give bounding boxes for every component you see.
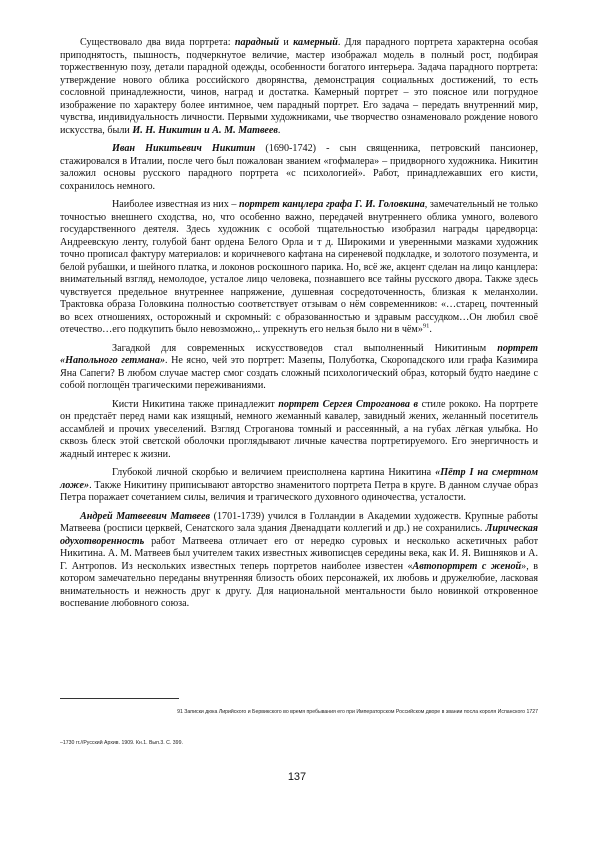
text-run: (1690-1742) - сын священника, петровский пансионер, стажировался в Италии, после чего был пожалован званием «гофмалера» – придворного художника. Никитин заложил основы русского парадного портрета «с психологией». Работ, принадлежавших его кисти, сохранилось немного. [60,143,538,192]
text-run: Кисти Никитина также принадлежит [112,398,279,410]
emphasis-text: И. Н. Никитин и А. М. Матвеев [132,124,278,136]
footnote-ref: 91 [422,322,430,330]
paragraph [60,467,538,505]
emphasis-text: портрет «Напольного гетмана» [60,342,538,366]
text-run: стиле рококо. На портрете он предстаёт перед нами как изящный, немного жеманный кавалер, завидный жених, желанный посетитель ассамблей и прочих увеселений. Взгляд Строганова томный и рассеянный, а на губах лёгкая улыбка. Но сквозь блеск этой светской оболочки проглядывают личные качества портретируемого. Его энергичность и жадный интерес к жизни. [60,398,538,460]
text-run: работ Матвеева отличает его от нередко суровых и несколько аскетичных работ Никитина. А. М. Матвеев был учителем таких известных живописцев середины века, как И. Я. Вишняков и А. Г. Антропов. Из нескольких известных теперь портретов наиболее известен « [60,535,538,572]
text-run: . [277,124,281,136]
text-run: . Также Никитину приписывают авторство знаменитого портрета Петра в круге. В данном случае образ Петра поражает сочетанием силы, величия и трагического духовного одиночества, усталости. [60,479,538,503]
text-run: », в котором замечательно переданы внутренняя близость обоих персонажей, их любовь и дружелюбие, ласковая внимательность и нежность друг к другу. Для национальной ментальности было новинкой откровенное воспевание любовного союза. [60,560,539,609]
text-run: (1701-1739) учился в Голландии в Академии художеств. Крупные работы Матвеева (росписи церквей, Сенатского зала здания Двенадцати коллегий и др.) не сохранились. [60,510,538,534]
emphasis-text: Иван Никитьевич Никитин [112,143,256,154]
footnote-separator [60,698,179,699]
text-run: Наиболее известная из них – [112,199,239,210]
footnote-line-1: 91 Записки дюка Лирийского и Бервикского во время пребывания его при Императорском Российском дворе в звании посла короля Испанского 1727 [177,709,538,715]
text-run: . Не ясно, чей это портрет: Мазепы, Полуботка, Скоропадского или графа Казимира Яна Сапеги? В любом случае мастер смог создать сложный психологический образ, который будто наедине с собой поглощён трагическими переживаниями. [60,355,539,391]
emphasis-text: Лирическая одухотворенность [60,523,538,547]
paragraph [60,343,538,393]
text-run: . Для парадного портрета характерна особая приподнятость, пышность, подчеркнутое величие, мастер изображал модель в полный рост, подбирая торжественную позу, детали парадной одежды, особенности богатого интерьера. Задача парадного портрета: утверждение нового облика российского дворянства, демонстрация социальных достижений, то есть сословной принадлежности, чинов, наград и достатка. Камерный портрет – это поясное или погрудное изображение по характеру более интимное, чем парадный портрет. Его задача – передать внутренний мир, чувства, индивидуальность личности. Первыми художниками, чье творчество ознаменовало рождение нового искусства, были [60,37,539,136]
paragraph [60,199,538,337]
paragraph [60,399,538,462]
paragraph [60,511,538,611]
emphasis-text: камерный [293,37,338,48]
emphasis-text: Автопортрет с женой [412,560,522,572]
page-number: 137 [287,771,307,783]
paragraph [60,143,538,193]
paragraph [60,37,538,137]
text-run: Существовало два вида портрета: [80,37,235,48]
emphasis-text: портрет канцлера графа Г. И. Головкина [238,199,425,210]
footnote-line-2: –1730 гг.//Русский Архив. 1909. Кн.1. Вып.3. С. 399. [60,740,183,746]
emphasis-text: парадный [234,37,280,48]
text-run: Загадкой для современных искусствоведов стал выполненный Никитиным [112,342,498,354]
text-run: и [279,37,294,48]
body-text [60,37,538,617]
emphasis-text: «Пётр I на смертном ложе» [60,467,538,491]
emphasis-text: портрет Сергея Строганова в [278,398,419,410]
text-run: . [429,324,432,335]
text-run: , замечательный не только точностью внешнего сходства, но, что особенно важно, передачей внутреннего облика умного, волевого государственного деятеля. Здесь художник с особой тщательностью изобразил награды царедворца: Андреевскую ленту, голубой бант ордена Белого Орла и т д. Широкими и уверенными мазками художник точно прописал фактуру материалов: и коричневого кафтана на сиреневой подкладке, и золотого позумента, и белой рубашки, и шейного платка, и локонов роскошного парика. Но, всё же, акцент сделан на лицо канцлера: внимательный взгляд, немолодое, усталое лицо человека, познавшего все тайны русского двора. Также здесь чувствуется предельное внутреннее напряжение, душевная сосредоточенность, близкая к меланхолии. Трактовка образа Головкина полностью соответствует отзывам о нём современников: «…старец, почтенный во всех отношениях, осторожный и скромный: с образованностью и здравым рассудком…Он любил своё отечество…его подкупить было невозможно,.. упрекнуть его нельзя было ни в чём» [60,199,538,335]
emphasis-text: Андрей Матвеевич Матвеев [80,510,211,522]
text-run: Глубокой личной скорбью и величием преисполнена картина Никитина [112,467,436,478]
